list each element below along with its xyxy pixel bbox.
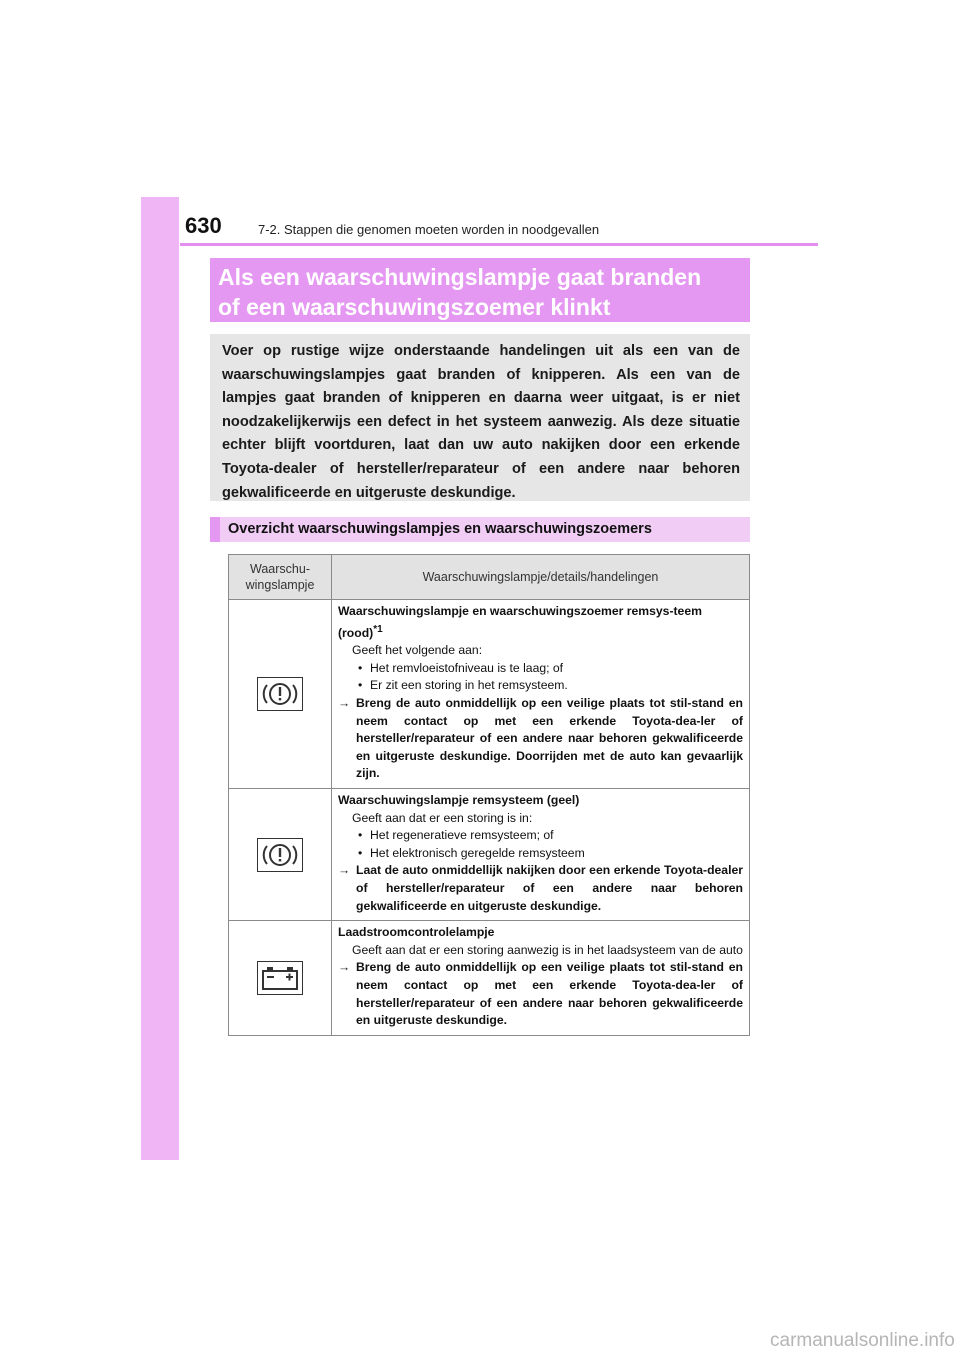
desc-cell (332, 921, 750, 1036)
intro-box (210, 334, 750, 501)
table-row (229, 921, 750, 1036)
lamp-description: Geeft aan dat er een storing aanwezig is in het laadsysteem van de auto (352, 942, 743, 957)
table-row (229, 789, 750, 921)
battery-icon (257, 961, 303, 995)
icon-cell (229, 600, 332, 789)
bullet-list (338, 660, 743, 695)
lamp-description: Geeft aan dat er een storing is in: (352, 810, 533, 825)
brake-warning-icon (257, 838, 303, 872)
col-header-lamp: Waarschu- wingslampje (229, 555, 332, 600)
footnote-marker: *1 (373, 623, 383, 635)
arrow-icon: → (338, 696, 351, 711)
intro-text: Voer op rustige wijze onderstaande handelingen uit als een van de waarschuwingslampjes gaat branden of knipperen. Als een van de lampjes gaat branden of knipperen en daarna weer uitgaat, is er niet noodzakelijkerwijs een defect in het systeem aanwezig. Als deze situatie echter blijft voortduren, laat dan uw auto nakijken door een erkende Toyota-dealer of hersteller/reparateur of een andere naar behoren gekwalificeerde en uitgeruste deskundige. (222, 343, 740, 501)
list-item: • Er zit een storing in het remsysteem. (358, 677, 743, 695)
lamp-title: Laadstroomcontrolelampje (338, 925, 495, 940)
title-line-2: of een waarschuwingszoemer klinkt (218, 294, 611, 320)
bullet-list (338, 827, 743, 862)
icon-cell (229, 921, 332, 1036)
table-row (229, 600, 750, 789)
brake-warning-icon (257, 677, 303, 711)
section-path: 7-2. Stappen die genomen moeten worden in noodgevallen (258, 222, 600, 237)
arrow-icon: → (338, 863, 351, 878)
side-strip (141, 197, 179, 1160)
header-rule (180, 243, 818, 246)
page-number: 630 (185, 213, 222, 238)
action-instruction: → Breng de auto onmiddellijk op een veilige plaats tot stil-stand en neem contact op met een erkende Toyota-dea-ler of hersteller/reparateur of een andere naar behoren gekwalificeerde en uitgeruste deskundige. Doorrijden met de auto kan gevaarlijk zijn. (338, 696, 743, 781)
list-item: • Het regeneratieve remsysteem; of (358, 827, 743, 845)
title-line-1: Als een waarschuwingslampje gaat branden (218, 264, 702, 290)
table-header-row (229, 555, 750, 600)
title-banner (210, 258, 750, 322)
list-item: • Het remvloeistofniveau is te laag; of (358, 660, 743, 678)
warning-lamps-table (228, 554, 750, 1036)
list-item: • Het elektronisch geregelde remsysteem (358, 845, 743, 863)
col-header-details: Waarschuwingslampje/details/handelingen (332, 555, 750, 600)
subsection-title: Overzicht waarschuwingslampjes en waarschuwingszoemers (210, 517, 750, 542)
action-instruction: → Laat de auto onmiddellijk nakijken door een erkende Toyota-dealer of hersteller/reparateur of een andere naar behoren gekwalificeerde en uitgeruste deskundige. (338, 863, 743, 913)
desc-cell (332, 600, 750, 789)
action-instruction: → Breng de auto onmiddellijk op een veilige plaats tot stil-stand en neem contact op met een erkende Toyota-dea-ler of hersteller/reparateur of een andere naar behoren gekwalificeerde en uitgeruste deskundige. (338, 960, 743, 1028)
arrow-icon: → (338, 960, 351, 975)
lamp-title: Waarschuwingslampje remsysteem (geel) (338, 793, 580, 807)
icon-cell (229, 789, 332, 921)
lamp-description: Geeft het volgende aan: (352, 643, 483, 658)
desc-cell (332, 789, 750, 921)
lamp-title: Waarschuwingslampje en waarschuwingszoemer remsys-teem (rood)$^{*1}$ (338, 604, 702, 640)
watermark: carmanualsonline.info (770, 1330, 955, 1351)
